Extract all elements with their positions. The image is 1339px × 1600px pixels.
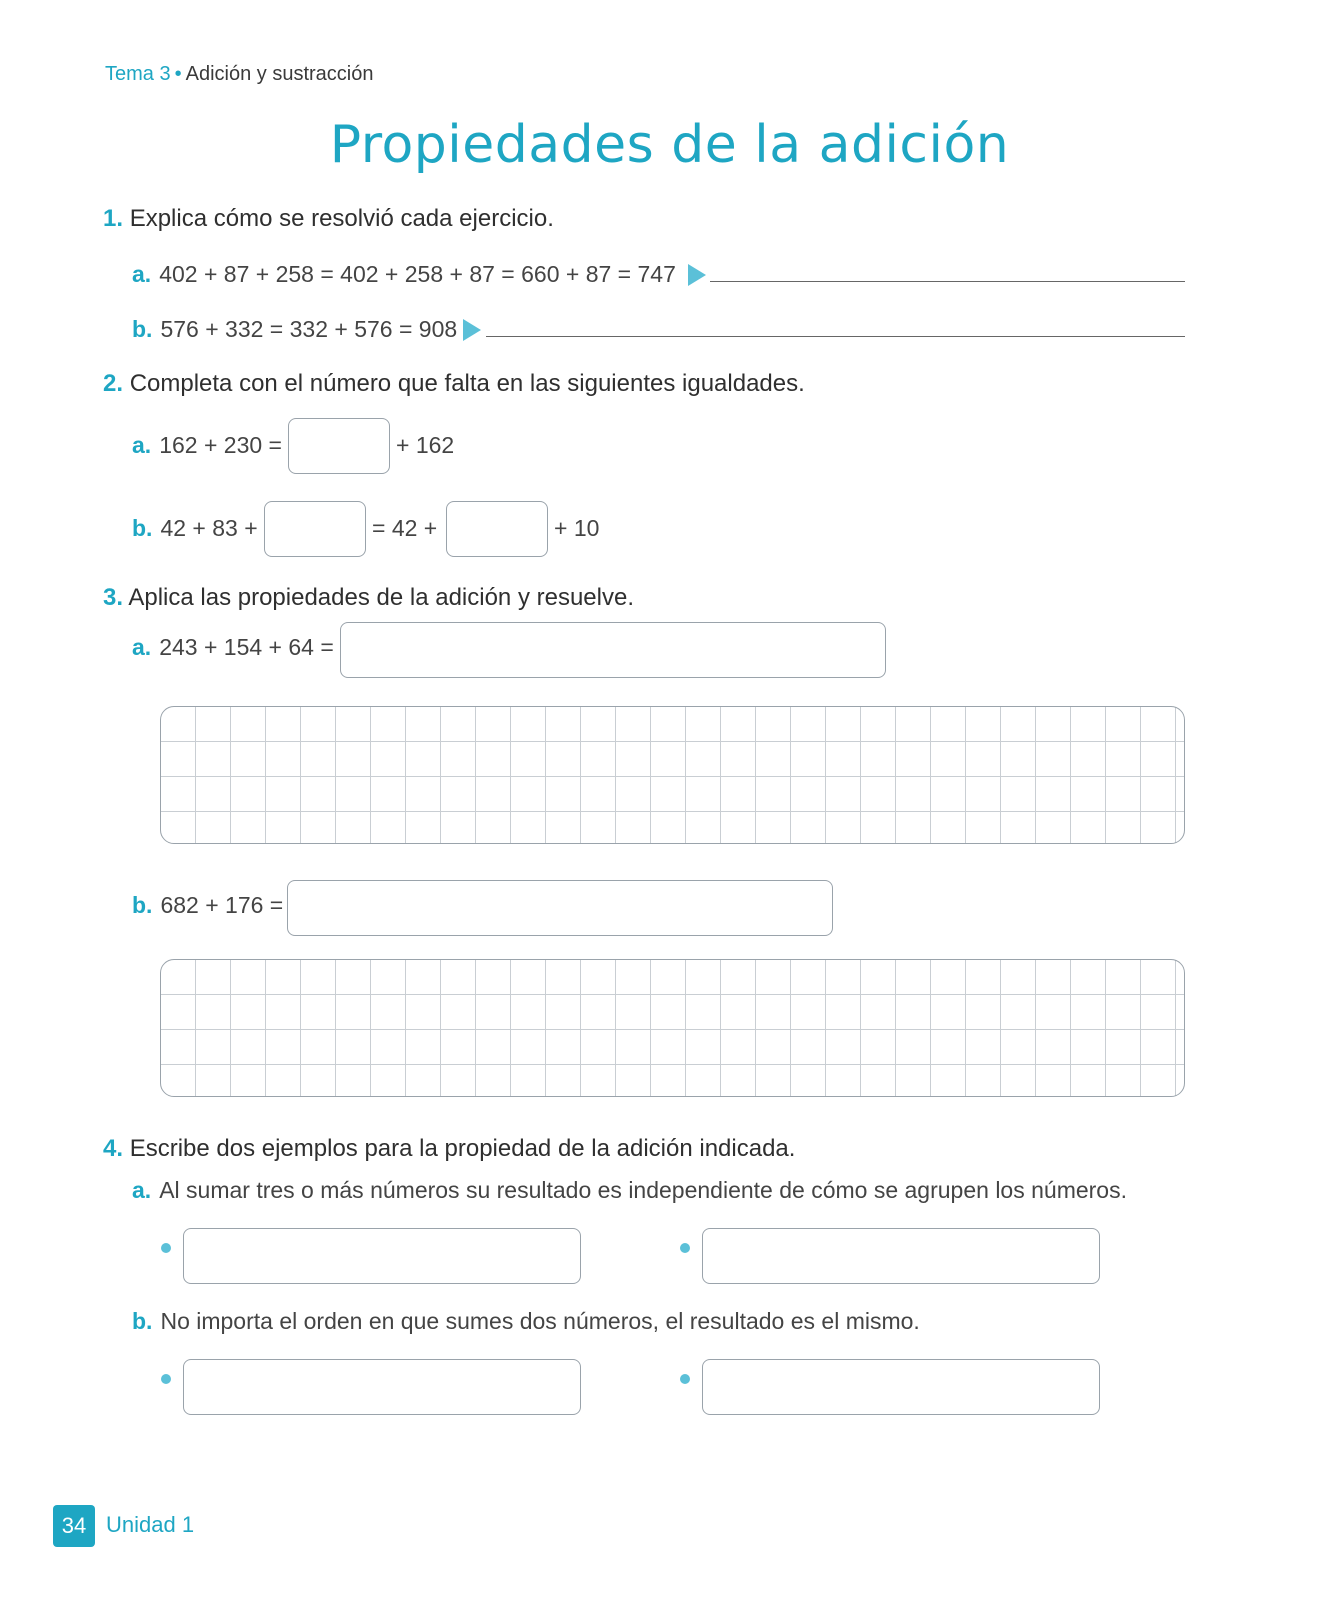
q4b-example-box-2[interactable] <box>702 1359 1100 1415</box>
page-title: Propiedades de la adición <box>329 115 1010 175</box>
q4b-example-box-1[interactable] <box>183 1359 581 1415</box>
question-3-text: Aplica las propiedades de la adición y resuelve. <box>128 584 634 611</box>
question-4-number: 4. <box>103 1135 124 1162</box>
q1-item-a <box>132 261 676 288</box>
q2a-left-expression: 162 + 230 = <box>159 432 282 458</box>
q1a-letter: a. <box>132 261 152 287</box>
q3a-work-grid[interactable] <box>160 706 1185 844</box>
question-1-text: Explica cómo se resolvió cada ejercicio. <box>129 205 554 232</box>
q2a-letter: a. <box>132 432 152 458</box>
q4b-letter: b. <box>132 1308 153 1334</box>
question-2-text: Completa con el número que falta en las siguientes igualdades. <box>129 370 805 397</box>
q3a-answer-box[interactable] <box>340 622 886 678</box>
q1a-answer-line[interactable] <box>710 281 1185 282</box>
q1-item-b <box>132 316 457 343</box>
unit-label: Unidad 1 <box>106 1512 195 1537</box>
q2b-left-expression: 42 + 83 + <box>160 515 258 541</box>
question-2 <box>103 370 805 398</box>
bullet-icon <box>680 1374 690 1384</box>
bullet-icon <box>161 1243 171 1253</box>
q3a-expression: 243 + 154 + 64 = <box>159 634 334 660</box>
q3b-expression: 682 + 176 = <box>160 892 284 918</box>
bullet-icon <box>161 1374 171 1384</box>
q4a-example-box-2[interactable] <box>702 1228 1100 1284</box>
play-arrow-icon <box>463 319 481 341</box>
q3-item-a <box>132 634 334 661</box>
q3b-answer-box[interactable] <box>287 880 833 936</box>
q2b-middle-expression: = 42 + <box>372 515 438 541</box>
question-4-text: Escribe dos ejemplos para la propiedad de la adición indicada. <box>129 1135 796 1162</box>
q3-item-b <box>132 892 283 919</box>
question-3-number: 3. <box>103 584 124 611</box>
q1b-answer-line[interactable] <box>486 336 1185 337</box>
q3b-work-grid[interactable] <box>160 959 1185 1097</box>
q2-item-b-left <box>132 515 258 542</box>
q3a-letter: a. <box>132 634 152 660</box>
tema-label: Tema 3 <box>105 63 171 85</box>
q1a-expression: 402 + 87 + 258 = 402 + 258 + 87 = 660 + 87 = 747 <box>159 261 676 287</box>
q2b-answer-box-2[interactable] <box>446 501 548 557</box>
q4-item-b <box>132 1308 920 1335</box>
q2-item-a-left <box>132 432 282 459</box>
question-1-number: 1. <box>103 205 124 232</box>
q4a-text: Al sumar tres o más números su resultado es independiente de cómo se agrupen los números. <box>159 1177 1127 1203</box>
q1b-expression: 576 + 332 = 332 + 576 = 908 <box>160 316 458 342</box>
play-arrow-icon <box>688 264 706 286</box>
q4-item-a <box>132 1177 1127 1204</box>
page-number: 34 <box>53 1505 95 1547</box>
question-2-number: 2. <box>103 370 124 397</box>
q4a-letter: a. <box>132 1177 152 1203</box>
topic-label: Adición y sustracción <box>185 63 374 85</box>
q2b-answer-box-1[interactable] <box>264 501 366 557</box>
q3b-letter: b. <box>132 892 153 918</box>
q2b-letter: b. <box>132 515 153 541</box>
header-bullet: • <box>174 63 182 85</box>
page-header <box>105 63 373 86</box>
q2a-right-expression: + 162 <box>396 432 455 458</box>
question-4 <box>103 1135 795 1163</box>
q4a-example-box-1[interactable] <box>183 1228 581 1284</box>
bullet-icon <box>680 1243 690 1253</box>
q4b-text: No importa el orden en que sumes dos números, el resultado es el mismo. <box>160 1308 920 1334</box>
q2a-answer-box[interactable] <box>288 418 390 474</box>
question-3 <box>103 584 634 612</box>
question-1 <box>103 205 554 233</box>
q1b-letter: b. <box>132 316 153 342</box>
q2b-right-expression: + 10 <box>554 515 600 541</box>
